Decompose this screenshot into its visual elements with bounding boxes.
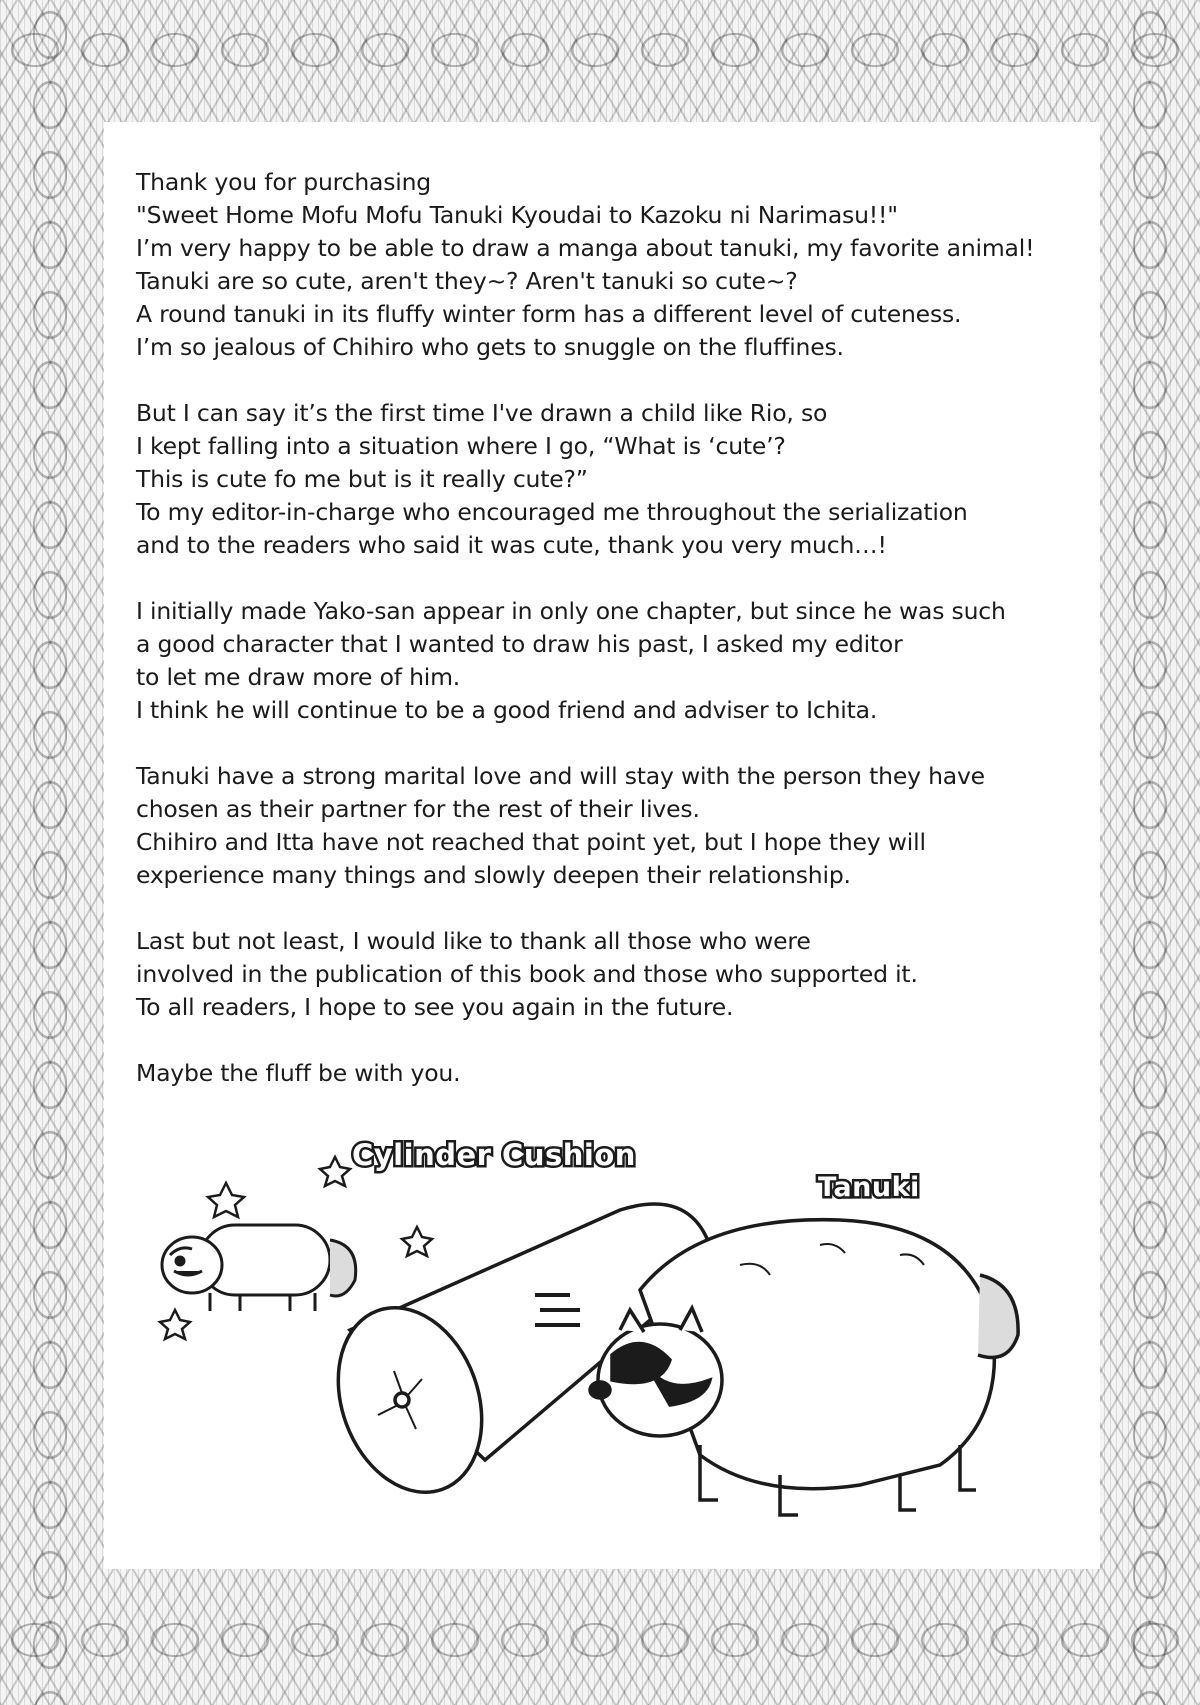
text-line: Last but not least, I would like to thank all those who were [136, 927, 811, 955]
text-line: Tanuki have a strong marital love and will stay with the person they have [136, 762, 985, 790]
small-tanuki-with-cushion [162, 1225, 356, 1311]
text-line: Tanuki are so cute, aren't they~? Aren't tanuki so cute~? [136, 267, 798, 295]
cable-pattern-bottom [0, 1610, 1200, 1670]
text-line: I kept falling into a situation where I go, “What is ‘cute’? [136, 432, 786, 460]
text-line: Thank you for purchasing [136, 168, 432, 196]
cylinder-cushion-label: Cylinder Cushion [352, 1138, 636, 1172]
paragraph [136, 760, 1076, 892]
cable-pattern-right [1120, 0, 1180, 1705]
text-line: I’m so jealous of Chihiro who gets to snuggle on the fluffines. [136, 333, 844, 361]
text-line: I initially made Yako-san appear in only one chapter, but since he was such [136, 597, 1006, 625]
text-line: To all readers, I hope to see you again in the future. [136, 993, 734, 1021]
text-line: experience many things and slowly deepen their relationship. [136, 861, 851, 889]
text-line: But I can say it’s the first time I've drawn a child like Rio, so [136, 399, 828, 427]
paragraph [136, 1057, 1076, 1090]
tanuki-label: Tanuki [818, 1172, 920, 1203]
text-line: "Sweet Home Mofu Mofu Tanuki Kyoudai to Kazoku ni Narimasu!!" [136, 201, 898, 229]
paragraph [136, 166, 1076, 364]
cable-pattern-left [20, 0, 80, 1705]
text-line: To my editor-in-charge who encouraged me throughout the serialization [136, 498, 968, 526]
afterword-text [136, 166, 1076, 1090]
text-line: and to the readers who said it was cute, thank you very much…! [136, 531, 887, 559]
text-line: a good character that I wanted to draw his past, I asked my editor [136, 630, 903, 658]
paragraph [136, 925, 1076, 1024]
text-line: Chihiro and Itta have not reached that point yet, but I hope they will [136, 828, 926, 856]
text-line: Maybe the fluff be with you. [136, 1059, 461, 1087]
text-line: I’m very happy to be able to draw a manga about tanuki, my favorite animal! [136, 234, 1035, 262]
text-line: This is cute fo me but is it really cute?” [136, 465, 588, 493]
paragraph [136, 397, 1076, 562]
text-line: involved in the publication of this book and those who supported it. [136, 960, 918, 988]
tanuki-cushion-illustration [140, 1115, 1080, 1555]
text-line: A round tanuki in its fluffy winter form has a different level of cuteness. [136, 300, 962, 328]
text-line: I think he will continue to be a good friend and adviser to Ichita. [136, 696, 878, 724]
paragraph [136, 595, 1076, 727]
text-line: chosen as their partner for the rest of their lives. [136, 795, 700, 823]
text-line: to let me draw more of him. [136, 663, 461, 691]
cable-pattern-top [0, 20, 1200, 80]
